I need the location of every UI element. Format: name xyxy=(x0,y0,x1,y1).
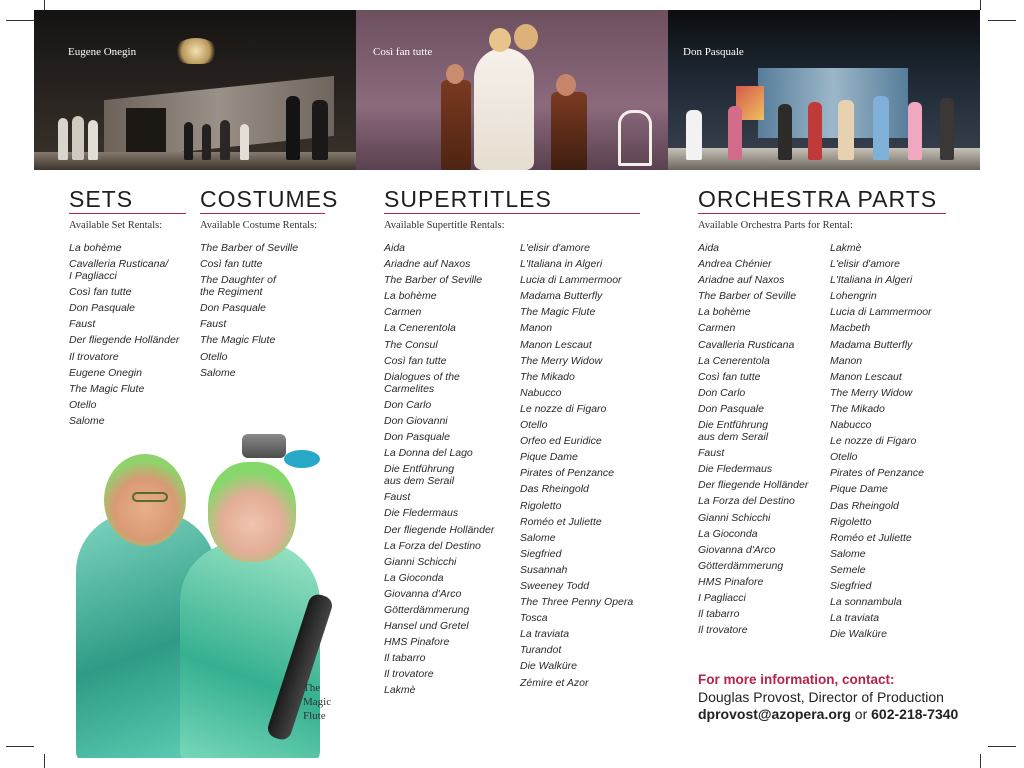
list-item: Lucia di Lammermoor xyxy=(520,274,622,287)
performer-figure xyxy=(202,124,211,160)
photo-caption-don-pasquale: Don Pasquale xyxy=(683,46,744,58)
list-item: Madama Butterfly xyxy=(520,290,603,303)
section-divider xyxy=(384,213,640,214)
list-item: Ariadne auf Naxos xyxy=(698,274,785,287)
crop-mark-top-left-v xyxy=(44,0,45,10)
performer-figure xyxy=(686,110,702,160)
list-item: L'Italiana in Algeri xyxy=(520,258,603,271)
list-item: Tosca xyxy=(520,612,548,625)
list-item: The Barber of Seville xyxy=(200,242,299,254)
section-title-orchestra-parts: ORCHESTRA PARTS xyxy=(698,186,938,212)
list-item: The Barber of Seville xyxy=(384,274,483,287)
list-item: The Mikado xyxy=(520,370,575,383)
list-item: Eugene Onegin xyxy=(69,366,142,379)
crop-mark-top-left-h xyxy=(6,20,34,21)
list-item: The Mikado xyxy=(830,402,885,415)
performer-figure xyxy=(72,116,84,160)
performer-figure xyxy=(551,92,587,170)
section-subtitle-sets: Available Set Rentals: xyxy=(69,220,163,231)
list-item: Salome xyxy=(200,366,236,379)
section-title-sets: SETS xyxy=(69,186,134,212)
list-item: Don Giovanni xyxy=(384,414,448,427)
list-item: Faust xyxy=(69,318,96,331)
list-item: Aida xyxy=(698,242,720,254)
list-item: Così fan tutte xyxy=(384,354,447,367)
list-item: Così fan tutte xyxy=(698,370,761,383)
crop-mark-top-right-v xyxy=(980,0,981,10)
contact-name: Douglas Provost, Director of Production xyxy=(698,689,944,705)
list-item: Il trovatore xyxy=(698,624,748,637)
list-item: Il trovatore xyxy=(384,668,434,681)
contact-phone[interactable]: 602-218-7340 xyxy=(871,706,959,722)
list-item: La bohème xyxy=(384,290,437,303)
list-item: Manon xyxy=(520,322,553,335)
list-item: Götterdämmerung xyxy=(384,603,470,616)
list-item: Lucia di Lammermoor xyxy=(830,306,932,319)
list-item: La Cenerentola xyxy=(384,322,456,335)
list-item: Don Carlo xyxy=(698,386,746,399)
list-item: Lohengrin xyxy=(830,290,877,303)
list-item: Le nozze di Figaro xyxy=(830,435,917,448)
list-item: Pirates of Penzance xyxy=(520,467,614,480)
performer-figure xyxy=(940,98,954,160)
performer-figure xyxy=(873,96,889,160)
list-item: Die Entführung aus dem Serail xyxy=(384,463,455,488)
list-item: Die Entführung aus dem Serail xyxy=(698,419,769,444)
performer-figure xyxy=(808,102,822,160)
section-subtitle-orchestra-parts: Available Orchestra Parts for Rental: xyxy=(698,220,853,231)
list-item: Der fliegende Holländer xyxy=(384,523,495,536)
list-item: La Forza del Destino xyxy=(384,539,481,552)
performer-figure xyxy=(286,96,300,160)
performer-head xyxy=(208,462,296,562)
list-item: Die Walküre xyxy=(830,628,887,641)
list-item: Cavalleria Rusticana/ I Pagliacci xyxy=(69,258,169,283)
list-item: Zémire et Azor xyxy=(520,676,589,689)
list-item: Don Pasquale xyxy=(384,431,450,444)
performer-figure xyxy=(58,118,68,160)
list-item: Dialogues of the Carmelites xyxy=(384,370,460,395)
section-divider xyxy=(200,213,325,214)
list-item: The Magic Flute xyxy=(200,334,276,347)
photo-cosi-fan-tutte xyxy=(356,10,668,170)
list-item: L'elisir d'amore xyxy=(830,258,900,271)
list-item: Das Rheingold xyxy=(830,499,899,512)
list-item: Don Pasquale xyxy=(200,302,266,315)
list-item: I Pagliacci xyxy=(698,591,746,604)
performer-figure xyxy=(441,80,471,170)
list-item: The Daughter of the Regiment xyxy=(200,274,276,299)
list-item: Pique Dame xyxy=(520,451,578,464)
list-item: Il tabarro xyxy=(384,652,426,665)
stage-floor xyxy=(668,148,980,170)
photo-eugene-onegin xyxy=(34,10,356,170)
contact-heading: For more information, contact: xyxy=(698,672,895,687)
list-item: Così fan tutte xyxy=(200,258,263,271)
performer-head xyxy=(446,64,464,84)
list-item: Salome xyxy=(69,414,105,427)
list-item: Salome xyxy=(520,531,556,544)
list-item: Manon Lescaut xyxy=(520,338,592,351)
section-divider xyxy=(698,213,946,214)
list-item: Die Walküre xyxy=(520,660,577,673)
list-item: Madama Butterfly xyxy=(830,338,913,351)
list-item: Roméo et Juliette xyxy=(520,515,602,528)
performer-head xyxy=(489,28,511,52)
list-item: Il trovatore xyxy=(69,350,119,363)
list-item: Otello xyxy=(200,350,228,363)
list-item: Otello xyxy=(830,451,858,464)
list-item: La sonnambula xyxy=(830,596,902,609)
list-item: Das Rheingold xyxy=(520,483,589,496)
performer-figure xyxy=(908,102,922,160)
performer-figure xyxy=(240,124,249,160)
list-item: Carmen xyxy=(698,322,736,335)
section-subtitle-costumes: Available Costume Rentals: xyxy=(200,220,318,231)
performer-figure xyxy=(88,120,98,160)
crop-mark-bottom-left-v xyxy=(44,754,45,768)
list-item: Gianni Schicchi xyxy=(384,555,457,568)
list-item: The Barber of Seville xyxy=(698,290,797,303)
list-item: Don Pasquale xyxy=(698,402,764,415)
performer-head xyxy=(556,74,576,96)
list-item: Aida xyxy=(384,242,406,254)
list-item: Giovanna d'Arco xyxy=(698,543,776,556)
list-item: Don Pasquale xyxy=(69,302,135,315)
photo-caption-cosi-fan-tutte: Così fan tutte xyxy=(373,46,433,58)
contact-details xyxy=(698,706,958,722)
list-item: Manon Lescaut xyxy=(830,370,902,383)
section-title-supertitles: SUPERTITLES xyxy=(384,186,552,212)
section-subtitle-supertitles: Available Supertitle Rentals: xyxy=(384,220,505,231)
list-item: La traviata xyxy=(830,612,880,625)
list-item: La Donna del Lago xyxy=(384,447,473,460)
list-item: La bohème xyxy=(698,306,751,319)
glasses-icon xyxy=(132,492,168,502)
list-item: Le nozze di Figaro xyxy=(520,402,607,415)
list-item: Susannah xyxy=(520,563,568,576)
list-item: La traviata xyxy=(520,628,570,641)
section-title-costumes: COSTUMES xyxy=(200,186,339,212)
list-item: The Merry Widow xyxy=(520,354,603,367)
performer-figure xyxy=(778,104,792,160)
list-item: Rigoletto xyxy=(520,499,562,512)
list-item: Cavalleria Rusticana xyxy=(698,338,795,351)
list-item: Götterdämmerung xyxy=(698,559,784,572)
performer-head xyxy=(514,24,538,50)
list-item: Otello xyxy=(520,419,548,432)
list-item: Rigoletto xyxy=(830,515,872,528)
list-item: Roméo et Juliette xyxy=(830,531,912,544)
list-item: Lakmè xyxy=(830,242,862,254)
list-item: L'Italiana in Algeri xyxy=(830,274,913,287)
costumes-list xyxy=(200,242,320,383)
list-item: Sweeney Todd xyxy=(520,579,590,592)
feather-icon xyxy=(284,450,320,468)
list-item: HMS Pinafore xyxy=(698,575,764,588)
performer-figure xyxy=(728,106,742,160)
list-item: The Three Penny Opera xyxy=(520,596,634,609)
list-item: Salome xyxy=(830,547,866,560)
list-item: Faust xyxy=(698,447,725,460)
list-item: Turandot xyxy=(520,644,562,657)
list-item: Nabucco xyxy=(520,386,562,399)
list-item: The Merry Widow xyxy=(830,386,913,399)
photo-don-pasquale xyxy=(668,10,980,170)
list-item: Don Carlo xyxy=(384,398,432,411)
list-item: The Magic Flute xyxy=(520,306,596,319)
orchestra-list-col2 xyxy=(830,242,960,644)
list-item: Faust xyxy=(200,318,227,331)
list-item: Otello xyxy=(69,398,97,411)
list-item: Nabucco xyxy=(830,419,872,432)
list-item: HMS Pinafore xyxy=(384,636,450,649)
list-item: Pirates of Penzance xyxy=(830,467,924,480)
list-item: Hansel und Gretel xyxy=(384,620,469,633)
list-item: The Magic Flute xyxy=(69,382,145,395)
list-item: Siegfried xyxy=(830,579,872,592)
crop-mark-bottom-right-v xyxy=(980,754,981,768)
contact-or-text: or xyxy=(850,706,872,722)
list-item: Andrea Chénier xyxy=(698,258,772,271)
chair-icon xyxy=(618,110,652,166)
orchestra-list-col1 xyxy=(698,242,826,640)
list-item: Faust xyxy=(384,491,411,504)
list-item: L'elisir d'amore xyxy=(520,242,590,254)
chandelier-icon xyxy=(174,38,218,64)
contact-email[interactable]: dprovost@azopera.org xyxy=(698,706,851,722)
sets-list xyxy=(69,242,189,431)
list-item: La Gioconda xyxy=(384,571,444,584)
list-item: Siegfried xyxy=(520,547,562,560)
list-item: Giovanna d'Arco xyxy=(384,587,462,600)
performer-figure xyxy=(220,120,230,160)
crop-mark-bottom-right-h xyxy=(988,746,1016,747)
list-item: Der fliegende Holländer xyxy=(698,479,809,492)
list-item: Gianni Schicchi xyxy=(698,511,771,524)
performer-figure xyxy=(312,100,328,160)
list-item: Pique Dame xyxy=(830,483,888,496)
list-item: Der fliegende Holländer xyxy=(69,334,180,347)
list-item: Così fan tutte xyxy=(69,286,132,299)
performer-figure xyxy=(838,100,854,160)
crop-mark-bottom-left-h xyxy=(6,746,34,747)
hat-icon xyxy=(242,434,286,458)
supertitles-list-col1 xyxy=(384,242,516,701)
list-item: Die Fledermaus xyxy=(384,507,459,520)
list-item: Il tabarro xyxy=(698,608,740,621)
list-item: Ariadne auf Naxos xyxy=(384,258,471,271)
performer-figure xyxy=(474,48,534,170)
list-item: Carmen xyxy=(384,306,422,319)
list-item: La Cenerentola xyxy=(698,354,770,367)
supertitles-list-col2 xyxy=(520,242,650,693)
list-item: Orfeo ed Euridice xyxy=(520,435,602,448)
crop-mark-top-right-h xyxy=(988,20,1016,21)
list-item: Manon xyxy=(830,354,863,367)
list-item: Semele xyxy=(830,563,866,576)
performer-figure xyxy=(184,122,193,160)
photo-caption-eugene-onegin: Eugene Onegin xyxy=(68,46,137,58)
list-item: La Gioconda xyxy=(698,527,758,540)
list-item: Lakmè xyxy=(384,684,416,697)
list-item: Die Fledermaus xyxy=(698,463,773,476)
list-item: La Forza del Destino xyxy=(698,495,795,508)
list-item: Macbeth xyxy=(830,322,871,335)
photo-caption-magic-flute: The Magic Flute xyxy=(303,682,332,722)
list-item: La bohème xyxy=(69,242,122,254)
list-item: The Consul xyxy=(384,338,438,351)
section-divider xyxy=(69,213,186,214)
